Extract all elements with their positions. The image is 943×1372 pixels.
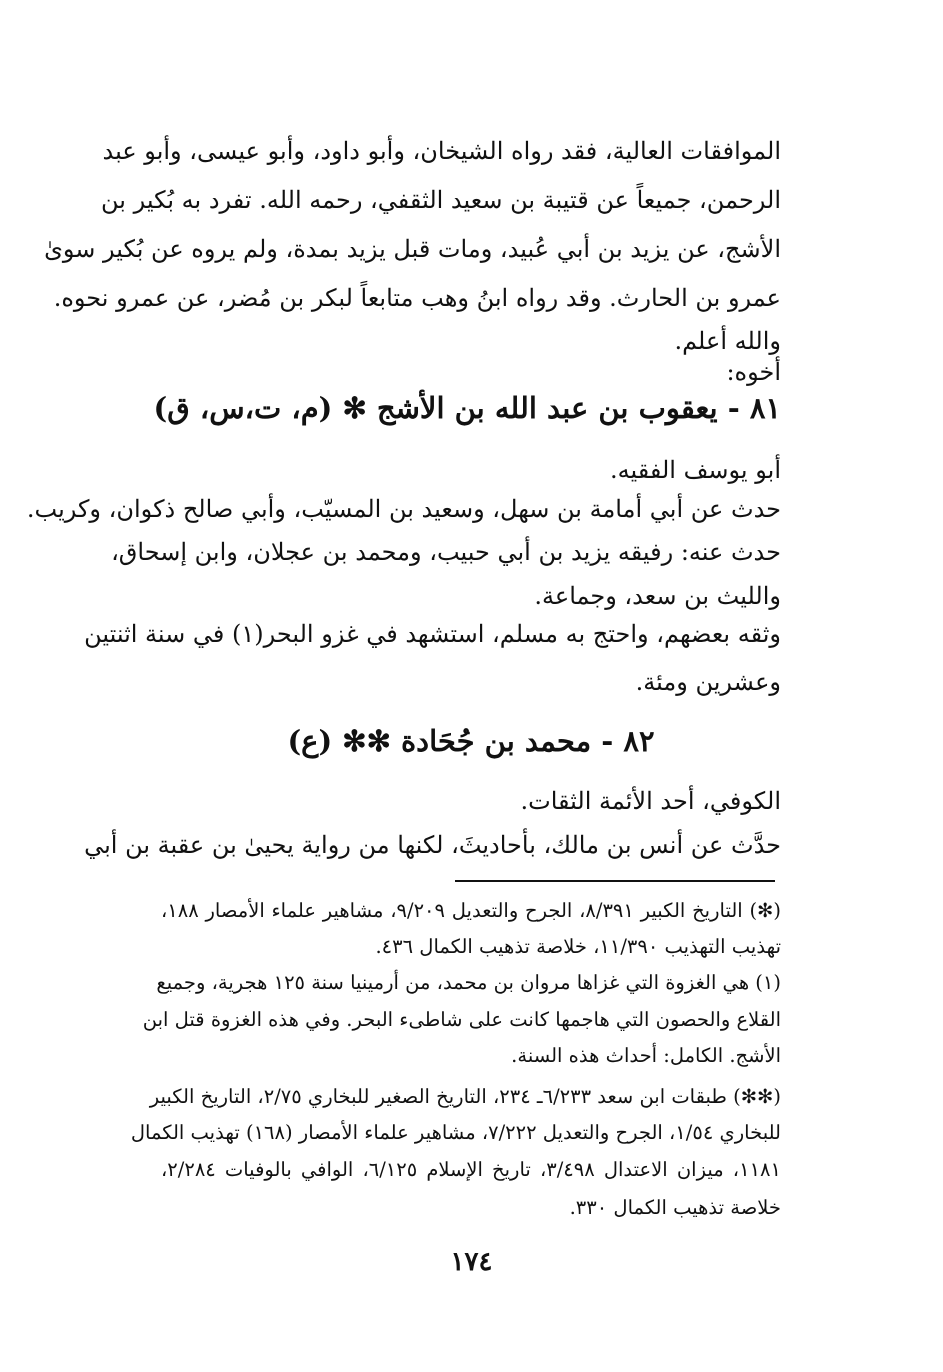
entry-heading-81: ٨١ - يعقوب بن عبد الله بن الأشج ✻ (م، ت،س، ق) [153,391,781,425]
body-line: الموافقات العالية، فقد رواه الشيخان، وأبو داود، وأبو عيسى، وأبو عبد [102,137,781,165]
footnote-line: للبخاري ١/٥٤، الجرح والتعديل ٧/٢٢٢، مشاهير علماء الأمصار (١٦٨) تهذيب الكمال [130,1121,781,1144]
entry-heading-82: ٨٢ - محمد بن جُحَادة ✻✻ (ع) [287,724,655,758]
footnote-line: الأشج. الكامل: أحداث هذه السنة. [511,1044,781,1067]
footnote-line: ١١٨١، ميزان الاعتدال ٣/٤٩٨، تاريخ الإسلام ٦/١٢٥، الوافي بالوفيات ٢/٢٨٤، [161,1158,781,1181]
body-line: عمرو بن الحارث. وقد رواه ابنُ وهب متابعاً لبكر بن مُضر، عن عمرو نحوه. [53,284,781,312]
footnote-line: خلاصة تذهيب الكمال ٣٣٠. [569,1196,781,1219]
page-number: ١٧٤ [450,1247,493,1277]
entry-line: حدَّث عن أنس بن مالك، بأحاديثَ، لكنها من رواية يحيىٰ بن عقبة بن أبي [84,831,781,859]
entry-line: الكوفي، أحد الأئمة الثقات. [520,787,781,815]
entry-line: والليث بن سعد، وجماعة. [534,582,781,610]
body-line: الرحمن، جميعاً عن قتيبة بن سعيد الثقفي، رحمه الله. تفرد به بُكير بن [101,186,781,214]
footnote-line: القلاع والحصون التي هاجمها كانت على شاطىء البحر. وفي هذه الغزوة قتل ابن [142,1008,781,1031]
body-line: الأشج، عن يزيد بن أبي عُبيد، ومات قبل يزيد بمدة، ولم يروه عن بُكير سوىٰ [44,235,781,263]
footnote-line: (✻✻) طبقات ابن سعد ٦/٢٣٣ـ ٢٣٤، التاريخ الصغير للبخاري ٢/٧٥، التاريخ الكبير [149,1085,781,1108]
footnote-line: (١) هي الغزوة التي غزاها مروان بن محمد، من أرمينيا سنة ١٢٥ هجرية، وجميع [156,971,781,994]
entry-line: حدث عنه: رفيقه يزيد بن أبي حبيب، ومحمد بن عجلان، وابن إسحاق، [111,538,781,566]
entry-line: وثقه بعضهم، واحتج به مسلم، استشهد في غزو البحر(١) في سنة اثنتين [84,620,781,648]
footnote-line: (✻) التاريخ الكبير ٨/٣٩١، الجرح والتعديل ٩/٢٠٩، مشاهير علماء الأمصار ١٨٨، [161,899,782,922]
body-line: أخوه: [726,358,781,386]
entry-line: حدث عن أبي أمامة بن سهل، وسعيد بن المسيّب، وأبي صالح ذكوان، وكريب. [26,495,781,523]
footnote-separator [455,880,775,882]
entry-line: وعشرين ومئة. [635,668,781,696]
footnote-line: تهذيب التهذيب ١١/٣٩٠، خلاصة تذهيب الكمال ٤٣٦. [375,935,781,958]
body-line: والله أعلم. [674,327,781,355]
entry-line: أبو يوسف الفقيه. [609,456,781,484]
